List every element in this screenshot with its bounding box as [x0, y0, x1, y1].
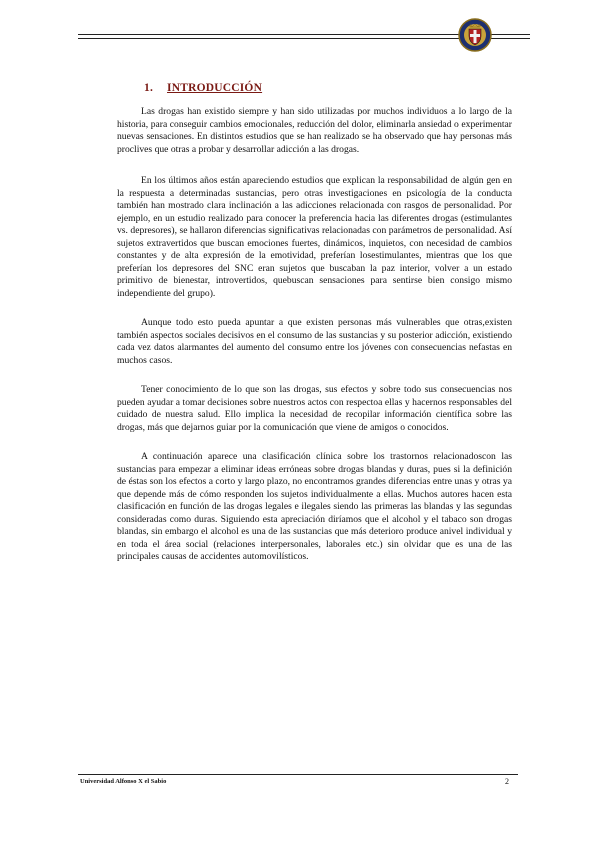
paragraph: En los últimos años están apareciendo estudios que explican la responsabilidad de algún gen en la respuesta a determinadas sustancias, pero otras investigaciones en psicología de la conducta también han mostrado clara inclinación a las adicciones relacionada con rasgos de personalidad. Por ejemplo, en un estudio realizado para conocer la preferencia hacia las diferentes drogas (estimulantes vs. depresores), se hallaron diferencias significativas relacionadas con parámetros de personalidad. Así sujetos extravertidos que buscan emociones fuertes, dinámicos, inquietos, con necesidad de cambios constantes y de alta expresión de la emotividad, preferían losestimulantes, mientras que los que preferían los depresores del SNC eran sujetos que buscaban la paz interior, volver a un estado primitivo de bienestar, introvertidos, quebuscan sensaciones para sentirse bien consigo mismo independiente del grupo).	[117, 175, 512, 299]
section-number: 1.	[144, 82, 154, 94]
page-number: 2	[505, 777, 509, 786]
section-heading	[144, 82, 262, 94]
footer-rule	[78, 774, 518, 775]
document-body	[117, 106, 512, 581]
paragraph: A continuación aparece una clasificación clínica sobre los trastornos relacionadoscon las sustancias para empezar a eliminar ideas erróneas sobre drogas blandas y duras, pues si la definición de éstas son los efectos a corto y largo plazo, no encontramos grandes diferencias entre unas y otras ya que depende más de cómo responden los sujetos individualmente a ellas. Muchos autores hacen esta clasificación en función de las drogas legales e ilegales siendo las primeras las blandas y las segundas consideradas como duras. Siguiendo esta apreciación diríamos que el alcohol y el tabaco son drogas blandas, sin embargo el alcohol es una de las sustancias que más deterioro produce anivel individual y en toda el área social (relaciones interpersonales, laborales etc.) sin olvidar que es una de las principales causas de accidentes automovilísticos.	[117, 451, 512, 562]
paragraph: Aunque todo esto pueda apuntar a que existen personas más vulnerables que otras,existen también aspectos sociales decisivos en el consumo de las sustancias y su posterior adicción, existiendo cada vez datos alarmantes del aumento del consumo entre los jóvenes con consecuencias nefastas en muchos casos.	[117, 317, 512, 366]
paragraph: Tener conocimiento de lo que son las drogas, sus efectos y sobre todo sus consecuencias nos pueden ayudar a tomar decisiones sobre nuestros actos con respectoa ellas y hacernos responsables del cuidado de nuestra salud. Ello implica la necesidad de recopilar información científica sobre las drogas, más que dejarnos guiar por la comunicación que viene de amigos o conocidos.	[117, 384, 512, 433]
university-crest-icon	[458, 18, 492, 52]
paragraph: Las drogas han existido siempre y han sido utilizadas por muchos individuos a lo largo de la historia, para conseguir cambios emocionales, reducción del dolor, eliminarla ansiedad o experimentar nuevas sensaciones. En distintos estudios que se han realizado se ha observado que hay personas más proclives que otras a probar y desarrollar adicción a las drogas.	[117, 106, 512, 155]
section-title: INTRODUCCIÓN	[167, 82, 263, 94]
footer-institution: Universidad Alfonso X el Sabio	[80, 778, 167, 785]
